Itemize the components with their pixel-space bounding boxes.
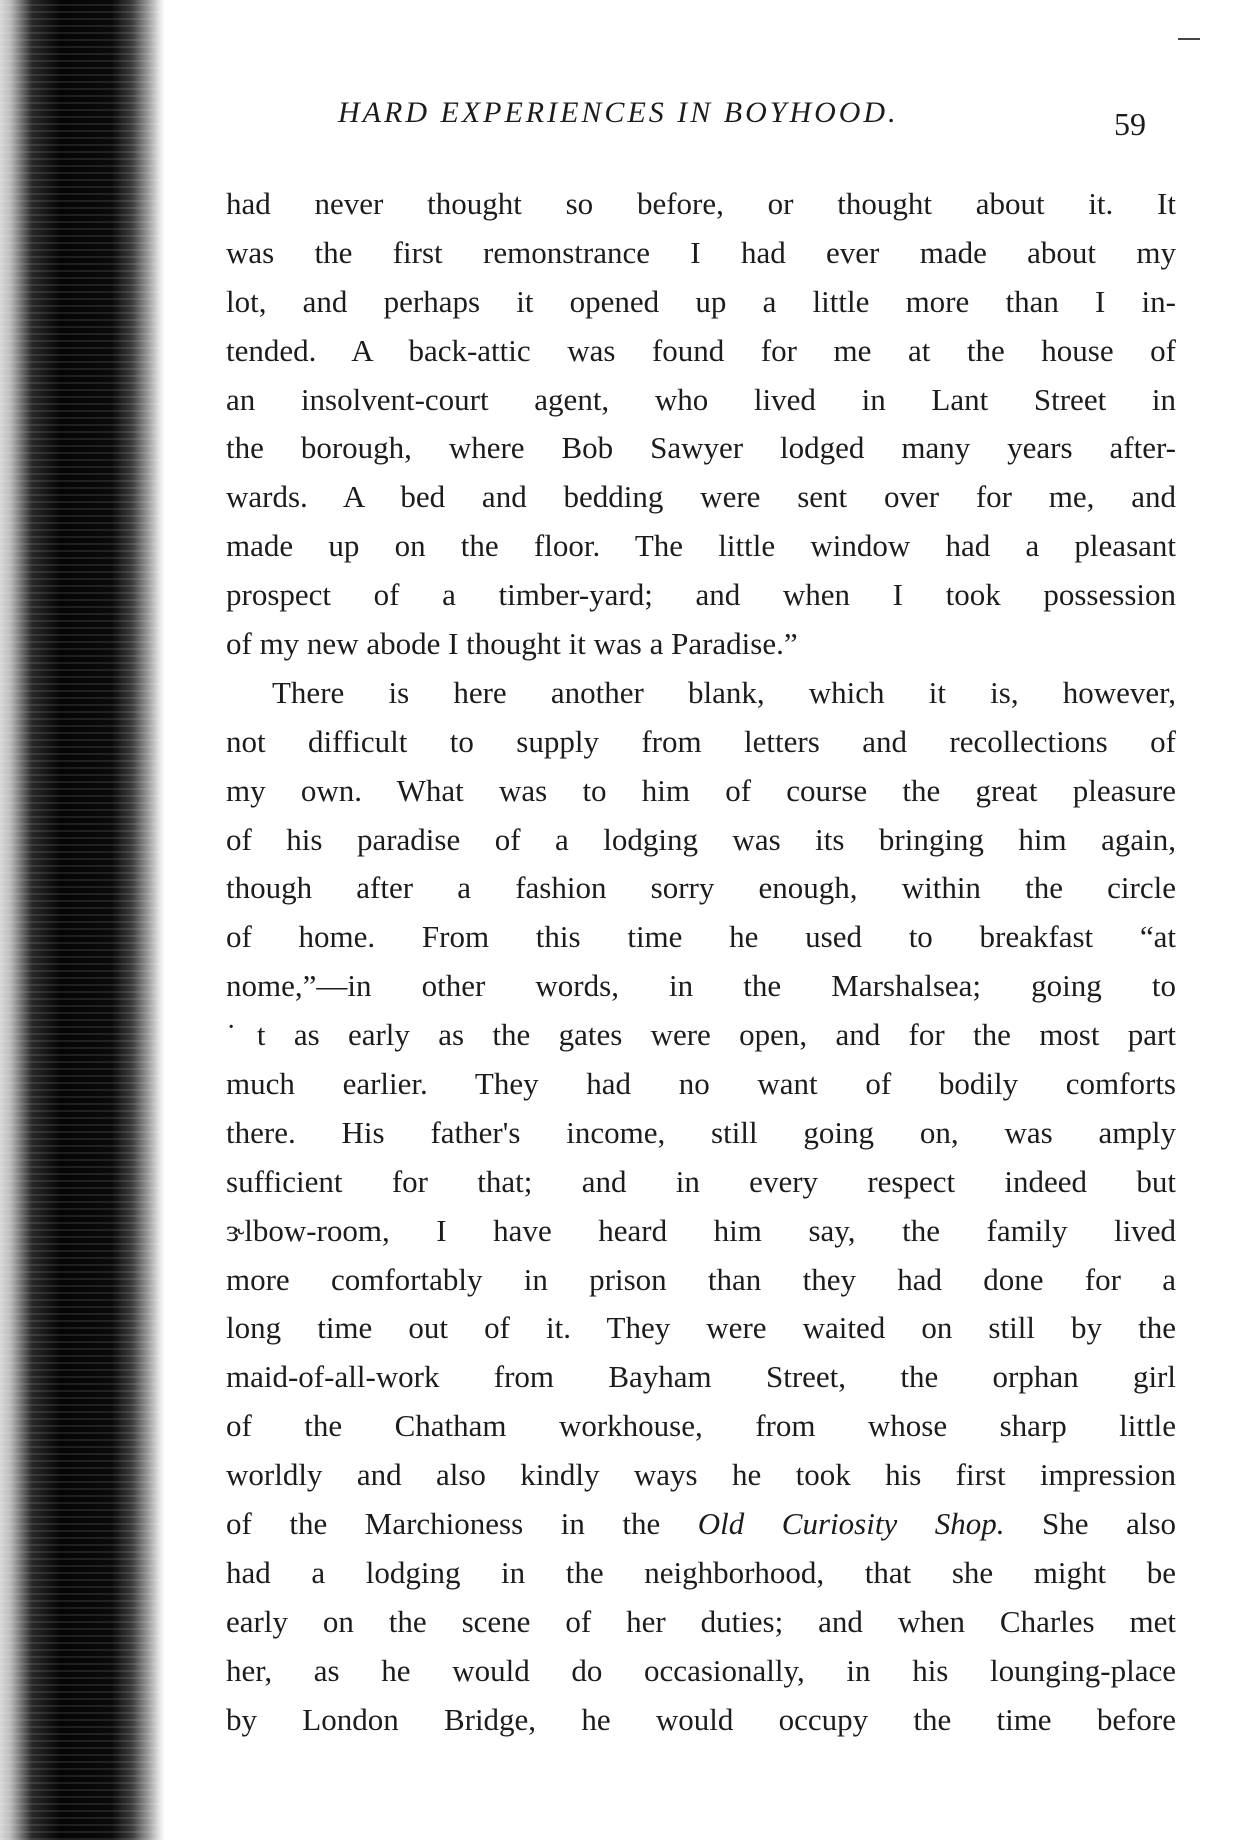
text-line: made up on the floor. The little window had a pleasant xyxy=(226,528,1176,564)
text-line: wards. A bed and bedding were sent over for me, and xyxy=(226,479,1176,515)
text-line: maid-of-all-work from Bayham Street, the orphan girl xyxy=(226,1359,1176,1395)
paragraph-start-line: There is here another blank, which it is, however, xyxy=(272,674,1176,710)
text-line: by London Bridge, he would occupy the time before xyxy=(226,1701,1176,1737)
running-header xyxy=(226,98,1176,148)
body-text xyxy=(226,180,1176,1740)
line-text-before-title: of the Marchioness in the xyxy=(226,1506,698,1542)
text-line: there. His father's income, still going on, was amply xyxy=(226,1114,1176,1150)
text-line: worldly and also kindly ways he took his first impression xyxy=(226,1457,1176,1493)
text-line: tended. A back-attic was found for me at the house of xyxy=(226,332,1176,368)
text-line: long time out of it. They were waited on still by the xyxy=(226,1310,1176,1346)
line-text-after-title: She also xyxy=(1004,1506,1176,1542)
text-line: had a lodging in the neighborhood, that she might be xyxy=(226,1554,1176,1590)
text-line: had never thought so before, or thought about it. It xyxy=(226,186,1176,221)
text-line: prospect of a timber-yard; and when I took possession xyxy=(226,577,1176,613)
scan-mark xyxy=(1178,38,1200,40)
scanned-binding-edge xyxy=(0,0,165,1840)
text-line: was the first remonstrance I had ever made about my xyxy=(226,234,1176,270)
text-line: the borough, where Bob Sawyer lodged many years after- xyxy=(226,430,1176,466)
text-line: ɝlbow-room, I have heard him say, the family lived xyxy=(226,1212,1176,1248)
text-line: an insolvent-court agent, who lived in Lant Street in xyxy=(226,381,1176,417)
text-line: though after a fashion sorry enough, within the circle xyxy=(226,870,1176,906)
text-line: of the Chatham workhouse, from whose sharp little xyxy=(226,1408,1176,1444)
page-number: 59 xyxy=(1114,106,1146,142)
running-head-title: HARD EXPERIENCES IN BOYHOOD. xyxy=(338,96,899,129)
text-line: not difficult to supply from letters and recollections of xyxy=(226,723,1176,759)
text-line: my own. What was to him of course the great pleasure xyxy=(226,772,1176,808)
text-line: of home. From this time he used to breakfast “at xyxy=(226,919,1176,955)
text-line: more comfortably in prison than they had done for a xyxy=(226,1261,1176,1297)
text-line: sufficient for that; and in every respect indeed but xyxy=(226,1163,1176,1199)
paragraph-end-line: of my new abode I thought it was a Paradise.” xyxy=(226,626,798,662)
text-line: her, as he would do occasionally, in his lounging-place xyxy=(226,1652,1176,1688)
text-line: ˙t as early as the gates were open, and for the most part xyxy=(226,1017,1176,1053)
text-line: much earlier. They had no want of bodily comforts xyxy=(226,1066,1176,1102)
text-line: of his paradise of a lodging was its bringing him again, xyxy=(226,821,1176,857)
text-line: nome,”—in other words, in the Marshalsea; going to xyxy=(226,968,1176,1004)
text-line: lot, and perhaps it opened up a little more than I in- xyxy=(226,283,1176,319)
book-title: Old Curiosity Shop. xyxy=(697,1506,1005,1542)
text-line: early on the scene of her duties; and when Charles met xyxy=(226,1603,1176,1639)
text-line-with-book-title xyxy=(226,1500,1176,1549)
